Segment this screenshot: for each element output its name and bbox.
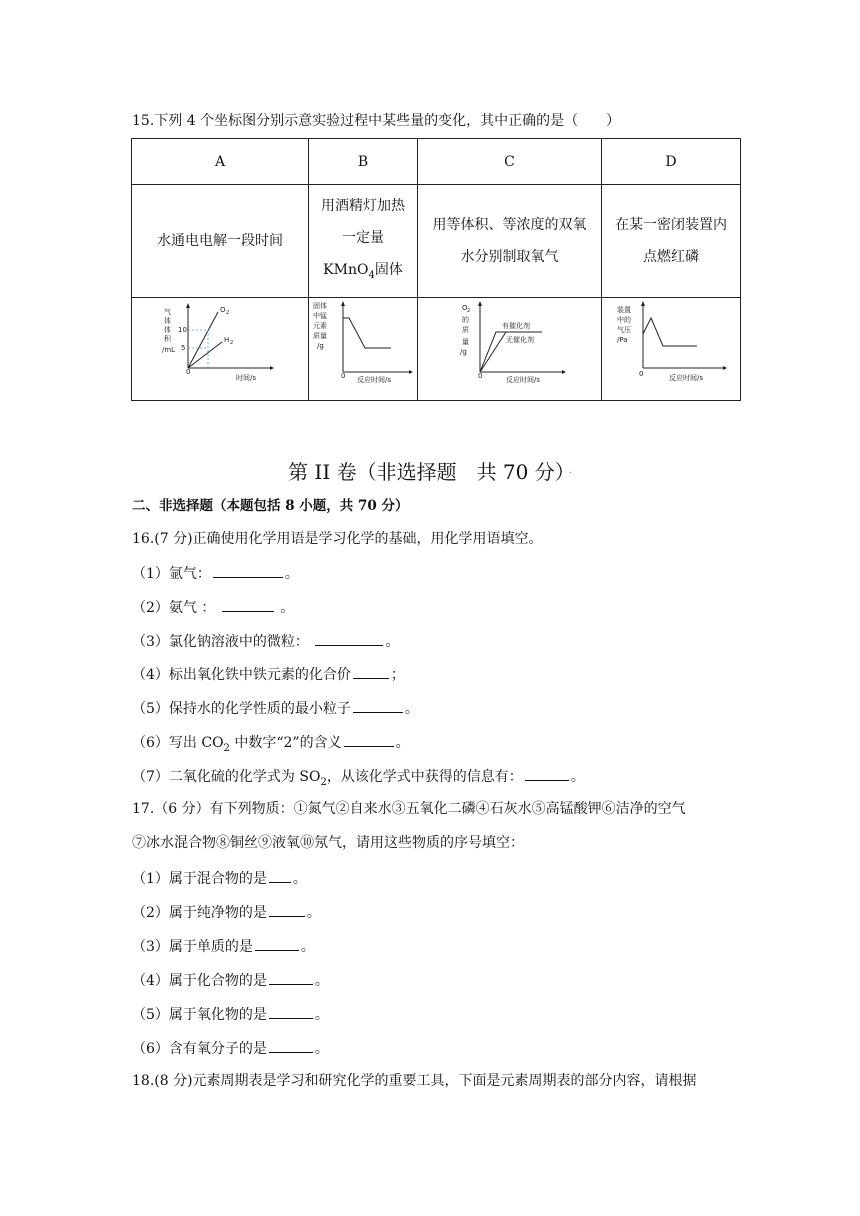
svg-text:2: 2 (226, 310, 230, 316)
col-header-d: D (602, 139, 741, 185)
q15-table (131, 138, 741, 401)
q16-item-4: （4）标出氧化铁中铁元素的化合价 ； (132, 664, 405, 684)
svg-text:0: 0 (341, 372, 346, 380)
svg-text:/Pa: /Pa (617, 336, 628, 344)
graph-d-pressure (613, 298, 729, 388)
svg-text:O: O (220, 306, 226, 314)
q17-item-2: （2）属于纯净物的是 。 (132, 902, 321, 922)
q17-item-4: （4）属于化合物的是 。 (132, 970, 329, 990)
svg-text:0: 0 (477, 372, 482, 380)
svg-text:的: 的 (461, 316, 469, 324)
graph-c-h2o2 (450, 298, 570, 388)
part-heading: 二、非选择题（本题包括 8 小题，共 70 分） (132, 498, 409, 514)
svg-text:元素: 元素 (313, 322, 327, 330)
svg-text:2: 2 (230, 340, 234, 346)
svg-text:体: 体 (164, 317, 171, 325)
answer-blank[interactable] (525, 766, 569, 781)
col-header-a: A (132, 139, 309, 185)
q17-item-5: （5）属于氧化物的是 。 (132, 1004, 329, 1024)
svg-text:固体: 固体 (313, 302, 327, 310)
answer-blank[interactable] (213, 563, 283, 578)
svg-text:积: 积 (164, 335, 171, 343)
svg-text:反应时间/s: 反应时间/s (357, 376, 392, 384)
svg-text:时间/s: 时间/s (236, 374, 257, 382)
svg-text:量: 量 (461, 338, 469, 346)
svg-text:0: 0 (186, 368, 191, 376)
answer-blank[interactable] (269, 902, 305, 917)
graph-a-electrolysis (160, 298, 280, 388)
q16-item-7: （7）二氧化硫的化学式为 $SO_2$，从该化学式中获得的信息有： 。 (132, 766, 585, 792)
graph-cell-d (602, 298, 741, 401)
answer-blank[interactable] (344, 732, 394, 747)
answer-blank[interactable] (269, 1004, 313, 1019)
svg-text:0: 0 (639, 370, 644, 378)
svg-text:反应时间/s: 反应时间/s (505, 376, 540, 384)
graph-b-kmno4 (311, 298, 415, 388)
svg-text:/g: /g (459, 348, 467, 356)
q16-item-1: （1）氩气： 。 (132, 563, 299, 583)
desc-c: 用等体积、等浓度的双氧 水分别制取氧气 (418, 185, 602, 298)
col-header-c: C (418, 139, 602, 185)
q17-item-6: （6）含有氧分子的是 。 (132, 1038, 329, 1058)
svg-text:中的: 中的 (617, 316, 631, 324)
q17-stem-line-1: 17.（6 分）有下列物质：①氮气②自来水③五氧化二磷④石灰水⑤高锰酸钾⑥洁净的空气 (132, 801, 686, 817)
q18-stem: 18.(8 分)元素周期表是学习和研究化学的重要工具，下面是元素周期表的部分内容，请根据 (132, 1073, 697, 1089)
q16-item-6: （6）写出 $CO_2$ 中数字“2”的含义 。 (132, 732, 410, 758)
svg-text:无催化剂: 无催化剂 (505, 336, 534, 344)
graph-cell-c (418, 298, 602, 401)
svg-text:O: O (461, 304, 468, 312)
svg-text:体: 体 (164, 326, 171, 334)
section-title: 第 II 卷（非选择题 共 70 分） · (288, 460, 572, 484)
svg-text:气: 气 (164, 308, 171, 316)
graph-cell-a (132, 298, 309, 401)
answer-blank[interactable] (269, 868, 291, 883)
svg-text:2: 2 (466, 308, 470, 314)
q17-stem-line-2: ⑦冰水混合物⑧铜丝⑨液氧⑩氖气，请用这些物质的序号填空： (132, 835, 524, 851)
col-header-b: B (309, 139, 418, 185)
desc-a: 水通电电解一段时间 (132, 185, 309, 298)
svg-text:/mL: /mL (162, 346, 176, 354)
desc-d: 在某一密闭装置内 点燃红磷 (602, 185, 741, 298)
answer-blank[interactable] (255, 936, 299, 951)
svg-text:中锰: 中锰 (313, 312, 327, 320)
q15-stem: 15.下列 4 个坐标图分别示意实验过程中某些量的变化，其中正确的是（ ） (132, 113, 621, 129)
svg-text:质: 质 (461, 326, 469, 334)
svg-text:气压: 气压 (617, 326, 631, 334)
answer-blank[interactable] (353, 698, 403, 713)
desc-b: 用酒精灯加热 一定量 KMnO$_4$固体 (309, 185, 418, 298)
svg-text:/g: /g (317, 342, 324, 350)
q17-item-3: （3）属于单质的是 。 (132, 936, 315, 956)
q16-item-5: （5）保持水的化学性质的最小粒子 。 (132, 698, 419, 718)
q17-item-1: （1）属于混合物的是 。 (132, 868, 307, 888)
svg-text:5: 5 (181, 344, 186, 352)
answer-blank[interactable] (222, 597, 274, 612)
answer-blank[interactable] (315, 631, 383, 646)
svg-text:质量: 质量 (313, 332, 327, 340)
svg-text:有催化剂: 有催化剂 (501, 322, 530, 330)
answer-blank[interactable] (353, 664, 389, 679)
svg-text:装置: 装置 (617, 306, 631, 314)
q16-item-3: （3）氯化钠溶液中的微粒： 。 (132, 631, 399, 651)
graph-cell-b (309, 298, 418, 401)
svg-text:10: 10 (178, 326, 187, 334)
answer-blank[interactable] (269, 1038, 313, 1053)
svg-text:H: H (224, 336, 230, 344)
svg-text:反应时间/s: 反应时间/s (669, 374, 704, 382)
answer-blank[interactable] (269, 970, 313, 985)
q16-stem: 16.(7 分)正确使用化学用语是学习化学的基础，用化学用语填空。 (132, 531, 543, 547)
q16-item-2: （2）氨气 ： 。 (132, 597, 294, 617)
